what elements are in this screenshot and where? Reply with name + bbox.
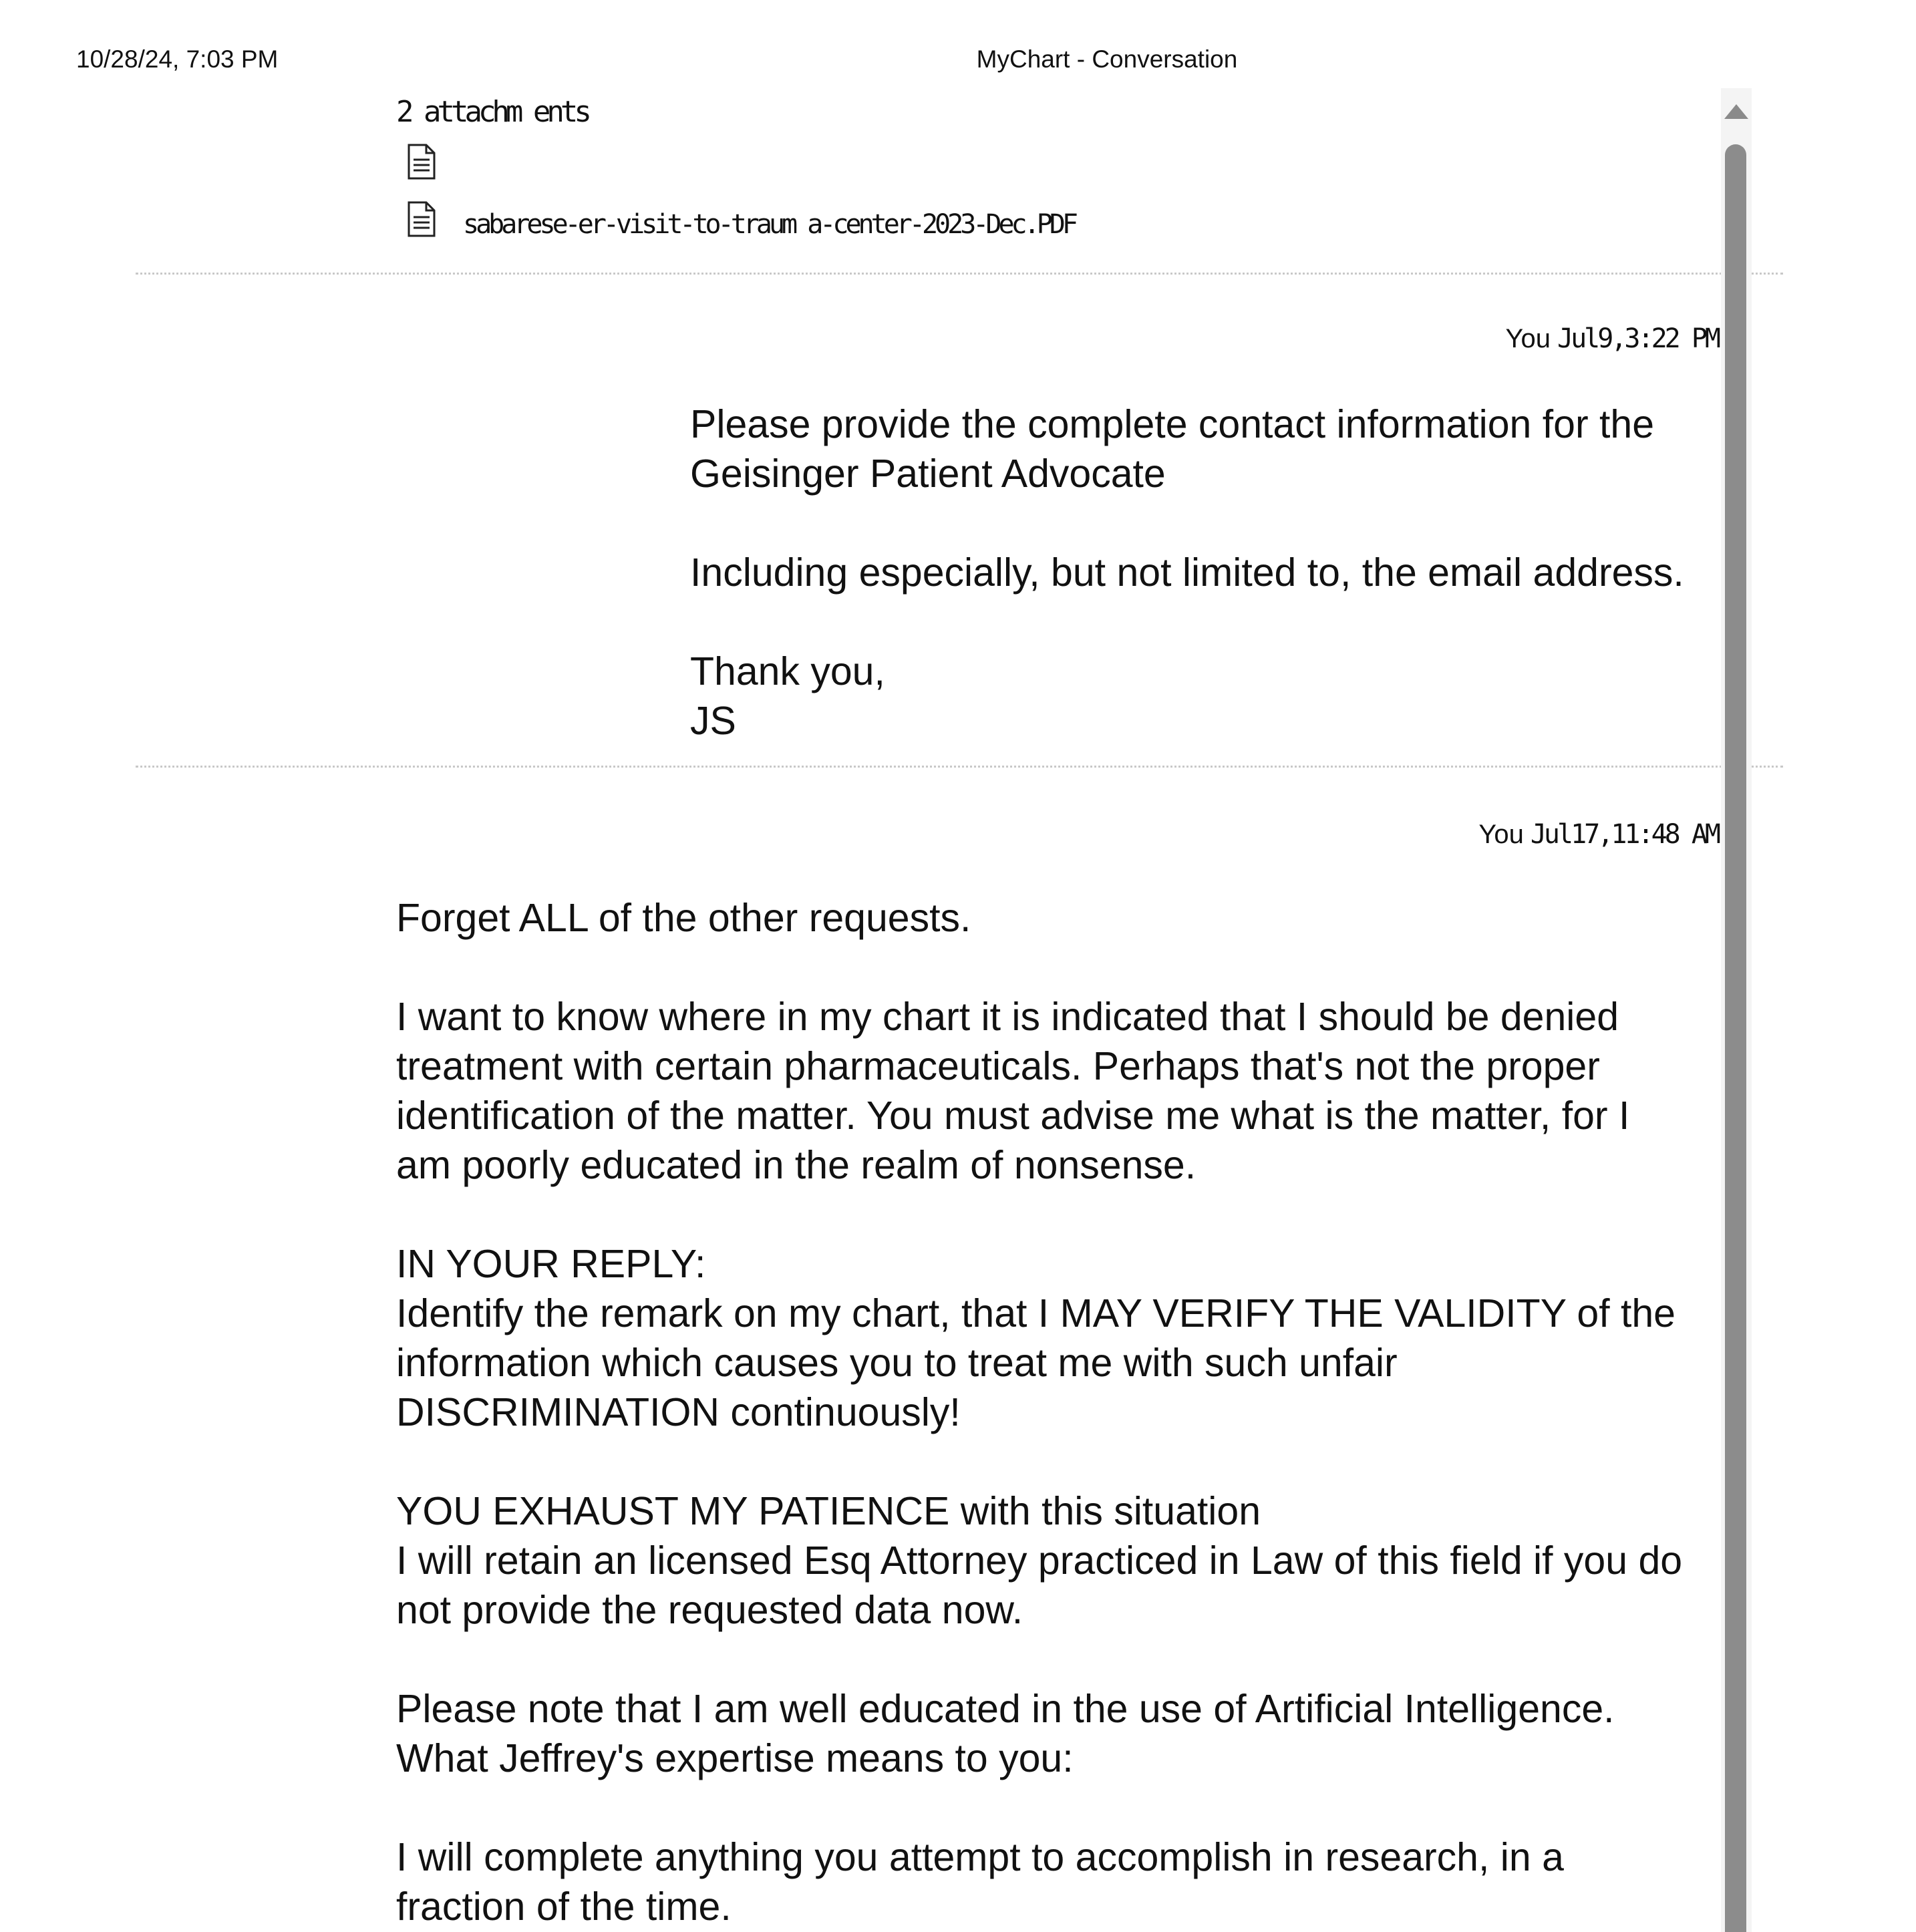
attachment-item[interactable] xyxy=(396,144,588,201)
message-header xyxy=(1506,323,1718,354)
page-title: MyChart - Conversation xyxy=(976,45,1238,73)
print-timestamp: 10/28/24, 7:03 PM xyxy=(76,45,279,73)
attachment-name[interactable]: sabarese-er-visit-to-traum a-center-2023-Dec.PDF xyxy=(463,209,1075,240)
message-body: Please provide the complete contact information for the Geisinger Patient Advocate Including especially, but not limited to, the email address. Thank you, JS xyxy=(690,402,1684,743)
scrollbar[interactable] xyxy=(1721,88,1752,1932)
message-sender: You xyxy=(1478,820,1524,849)
message-sender: You xyxy=(1505,324,1551,353)
message-header xyxy=(1478,819,1718,850)
attachments-count: 2 attachm ents xyxy=(396,95,588,129)
document-icon xyxy=(407,201,436,237)
message-body: Forget ALL of the other requests. I want to know where in my chart it is indicated that I should be denied treatment with certain pharmaceuticals. Perhaps that's not the proper identification of the matter. You must advise me what is the matter, for I am poorly educated in the realm of nonsense. IN YOUR REPLY: Identify the remark on my chart, that I MAY VERIFY THE VALIDITY of the information which causes you to treat me with such unfair DISCRIMINATION continuously! YOU EXHAUST MY PATIENCE with this situation I will retain an licensed Esq Attorney practiced in Law of this field if you do not provide the requested data now. Please note that I am well educated in the use of Artificial Intelligence. What Jeffrey's expertise means to you: I will complete anything you attempt to accomplish in research, in a fraction of the time. xyxy=(396,896,1683,1929)
scroll-up-arrow-icon[interactable] xyxy=(1724,104,1748,119)
message-time: Jul9,3:22 PM xyxy=(1557,323,1718,354)
attachments-section xyxy=(396,95,1075,259)
attachment-item[interactable] xyxy=(396,201,1075,259)
conversation-view xyxy=(0,88,1916,1932)
print-header xyxy=(0,45,1916,79)
message-divider xyxy=(136,766,1783,768)
scroll-thumb[interactable] xyxy=(1725,144,1746,1932)
message-time: Jul17,11:48 AM xyxy=(1530,819,1718,850)
message-divider xyxy=(136,273,1783,275)
document-icon xyxy=(407,144,436,180)
